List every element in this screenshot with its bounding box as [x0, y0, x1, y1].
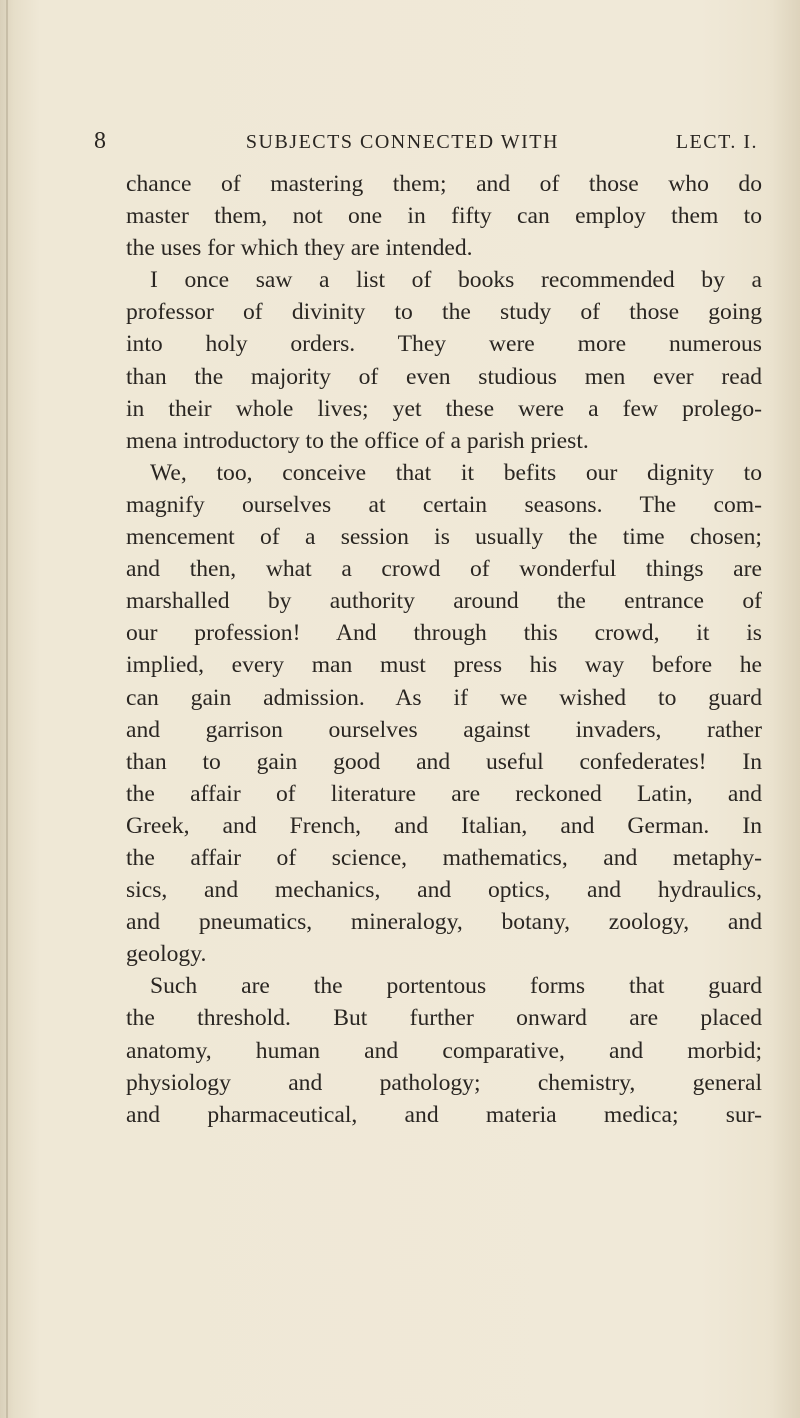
text-line: geology.	[126, 941, 207, 968]
page-number: 8	[94, 128, 107, 154]
text-line: We, too, conceive that it befits our dignity to	[150, 459, 762, 486]
text-line: and then, what a crowd of wonderful things are	[126, 556, 762, 583]
text-line: and pneumatics, mineralogy, botany, zoology, and	[126, 909, 762, 936]
text-line: the uses for which they are intended.	[126, 235, 473, 262]
text-line: the affair of science, mathematics, and metaphy-	[126, 844, 762, 871]
text-line: can gain admission. As if we wished to guard	[126, 684, 762, 711]
text-line: sics, and mechanics, and optics, and hydraulics,	[126, 877, 762, 904]
text-line: in their whole lives; yet these were a few prolego-	[126, 395, 762, 422]
text-line: physiology and pathology; chemistry, general	[126, 1069, 762, 1096]
running-header	[94, 128, 758, 168]
text-line: implied, every man must press his way before he	[126, 652, 762, 679]
text-line: than the majority of even studious men ever read	[126, 363, 762, 390]
text-line: into holy orders. They were more numerous	[126, 331, 762, 358]
text-line: than to gain good and useful confederates! In	[126, 748, 762, 775]
text-line: the affair of literature are reckoned Latin, and	[126, 780, 762, 807]
text-line: Such are the portentous forms that guard	[150, 973, 762, 1000]
text-line: Greek, and French, and Italian, and German. In	[126, 812, 762, 839]
text-line: the threshold. But further onward are placed	[126, 1005, 762, 1032]
body-text	[126, 168, 762, 1131]
text-line: I once saw a list of books recommended by a	[150, 267, 762, 294]
lecture-reference: LECT. I.	[675, 131, 758, 153]
text-line: marshalled by authority around the entrance of	[126, 588, 762, 615]
text-line: our profession! And through this crowd, it is	[126, 620, 762, 647]
text-line: mencement of a session is usually the time chosen;	[126, 524, 762, 551]
text-line: and pharmaceutical, and materia medica; sur-	[126, 1101, 762, 1128]
binding-gutter	[6, 0, 8, 1418]
text-line: mena introductory to the office of a parish priest.	[126, 427, 589, 454]
text-line: master them, not one in fifty can employ them to	[126, 203, 762, 230]
text-line: and garrison ourselves against invaders, rather	[126, 716, 762, 743]
text-line: magnify ourselves at certain seasons. The com-	[126, 491, 762, 518]
running-title: SUBJECTS CONNECTED WITH	[245, 131, 559, 153]
text-line: chance of mastering them; and of those who do	[126, 171, 762, 197]
text-line: professor of divinity to the study of those going	[126, 299, 762, 326]
text-line: anatomy, human and comparative, and morbid;	[126, 1037, 762, 1064]
